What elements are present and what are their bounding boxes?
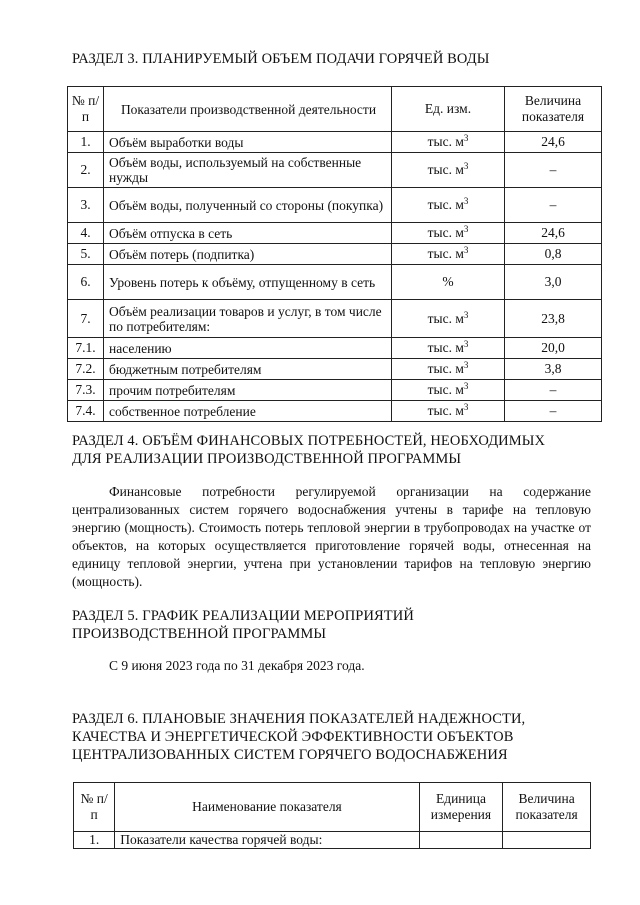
row-num: 7.1. xyxy=(68,338,104,359)
table-row xyxy=(68,380,602,401)
row-name: собственное потребление xyxy=(104,401,392,422)
section4-paragraph-text: Финансовые потребности регулируемой организации на содержание централизованных систем горячего водоснабжения учтены в тарифе на тепловую энергию (мощность). Стоимость потерь тепловой энергии в трубопроводах на участке от объектов, на которых осуществляется приготовление горячей воды, отнесенная на единицу тепловой энергии, учтена при установлении тарифов на тепловую энергию (мощность). xyxy=(72,484,591,589)
unit-sup: 3 xyxy=(463,360,469,370)
row-num: 7. xyxy=(68,300,104,338)
section3-title-text: РАЗДЕЛ 3. ПЛАНИРУЕМЫЙ ОБЪЕМ ПОДАЧИ ГОРЯЧЕЙ ВОДЫ xyxy=(72,51,490,67)
row-num: 7.2. xyxy=(68,359,104,380)
section5-title-line: ПРОИЗВОДСТВЕННОЙ ПРОГРАММЫ xyxy=(72,626,327,642)
row-value: – xyxy=(505,188,602,223)
section4-title xyxy=(72,432,592,468)
table-row xyxy=(68,153,602,188)
row-num: 4. xyxy=(68,223,104,244)
row-num: 1. xyxy=(68,132,104,153)
unit-text: тыс. м xyxy=(427,340,464,355)
unit-text: тыс. м xyxy=(427,134,464,149)
unit-text: тыс. м xyxy=(427,162,464,177)
unit-sup: 3 xyxy=(463,196,469,206)
row-num: 5. xyxy=(68,244,104,265)
section4-title-line: РАЗДЕЛ 4. ОБЪЁМ ФИНАНСОВЫХ ПОТРЕБНОСТЕЙ, НЕОБХОДИМЫХ xyxy=(72,433,546,449)
row-unit xyxy=(392,265,505,300)
unit-sup: 3 xyxy=(463,339,469,349)
row-value: 24,6 xyxy=(505,223,602,244)
unit-text: тыс. м xyxy=(427,361,464,376)
header-num: № п/п xyxy=(68,87,104,132)
row-unit xyxy=(392,300,505,338)
row-name: Объём реализации товаров и услуг, в том числе по потребителям: xyxy=(104,300,392,338)
section5-title xyxy=(72,607,592,643)
row-unit xyxy=(392,359,505,380)
section4-title-line: ДЛЯ РЕАЛИЗАЦИИ ПРОИЗВОДСТВЕННОЙ ПРОГРАММЫ xyxy=(72,451,462,467)
header-unit: Единица измерения xyxy=(419,783,503,832)
header-unit: Ед. изм. xyxy=(392,87,505,132)
row-value: 20,0 xyxy=(505,338,602,359)
table-row xyxy=(68,338,602,359)
row-value: 3,0 xyxy=(505,265,602,300)
unit-sup: 3 xyxy=(463,224,469,234)
unit-text: тыс. м xyxy=(427,310,464,326)
row-unit xyxy=(392,188,505,223)
section6-title xyxy=(72,710,592,764)
unit-sup: 3 xyxy=(463,309,469,320)
table-header-row xyxy=(74,783,591,832)
row-name: Объём воды, используемый на собственные нужды xyxy=(104,153,392,188)
unit-text: тыс. м xyxy=(427,225,464,240)
unit-text: % xyxy=(442,274,454,289)
table-header-row xyxy=(68,87,602,132)
table-row xyxy=(68,132,602,153)
table-row xyxy=(68,401,602,422)
header-value: Величина показателя xyxy=(503,783,591,832)
row-name: Уровень потерь к объёму, отпущенному в сеть xyxy=(104,265,392,300)
unit-sup: 3 xyxy=(463,133,469,143)
row-unit xyxy=(392,401,505,422)
unit-text: тыс. м xyxy=(427,197,464,212)
row-name: бюджетным потребителям xyxy=(104,359,392,380)
table-row xyxy=(74,832,591,849)
row-num: 1. xyxy=(74,832,115,849)
row-unit xyxy=(392,244,505,265)
row-unit xyxy=(419,832,503,849)
table-row xyxy=(68,188,602,223)
row-num: 7.4. xyxy=(68,401,104,422)
unit-sup: 3 xyxy=(463,381,469,391)
row-unit xyxy=(392,338,505,359)
row-name: прочим потребителям xyxy=(104,380,392,401)
row-name: Объём воды, полученный со стороны (покупка) xyxy=(104,188,392,223)
row-unit xyxy=(392,380,505,401)
unit-text: тыс. м xyxy=(427,403,464,418)
row-unit xyxy=(392,132,505,153)
section6-title-line: ЦЕНТРАЛИЗОВАННЫХ СИСТЕМ ГОРЯЧЕГО ВОДОСНАБЖЕНИЯ xyxy=(72,747,508,763)
header-value: Величина показателя xyxy=(505,87,602,132)
row-value: 3,8 xyxy=(505,359,602,380)
table-row xyxy=(68,359,602,380)
row-unit xyxy=(392,223,505,244)
unit-text: тыс. м xyxy=(427,246,464,261)
section6-title-line: РАЗДЕЛ 6. ПЛАНОВЫЕ ЗНАЧЕНИЯ ПОКАЗАТЕЛЕЙ НАДЕЖНОСТИ, xyxy=(72,711,526,727)
unit-text: тыс. м xyxy=(427,382,464,397)
row-value: – xyxy=(505,401,602,422)
row-name: Объём выработки воды xyxy=(104,132,392,153)
row-num: 7.3. xyxy=(68,380,104,401)
table-row xyxy=(68,300,602,338)
header-name: Показатели производственной деятельности xyxy=(104,87,392,132)
unit-sup: 3 xyxy=(463,402,469,412)
row-unit xyxy=(392,153,505,188)
row-value: – xyxy=(505,153,602,188)
section6-title-line: КАЧЕСТВА И ЭНЕРГЕТИЧЕСКОЙ ЭФФЕКТИВНОСТИ ОБЪЕКТОВ xyxy=(72,729,514,745)
row-num: 3. xyxy=(68,188,104,223)
row-name: населению xyxy=(104,338,392,359)
table-row xyxy=(68,244,602,265)
table-row xyxy=(68,265,602,300)
section3-table xyxy=(67,86,602,422)
row-value: – xyxy=(505,380,602,401)
section6-table xyxy=(73,782,591,849)
row-value: 23,8 xyxy=(505,300,602,338)
row-value: 24,6 xyxy=(505,132,602,153)
row-name: Объём отпуска в сеть xyxy=(104,223,392,244)
unit-sup: 3 xyxy=(463,245,469,255)
row-num: 2. xyxy=(68,153,104,188)
section5-schedule: С 9 июня 2023 года по 31 декабря 2023 года. xyxy=(109,658,365,673)
row-value: 0,8 xyxy=(505,244,602,265)
table-row xyxy=(68,223,602,244)
header-name: Наименование показателя xyxy=(115,783,419,832)
row-name: Показатели качества горячей воды: xyxy=(115,832,419,849)
row-name: Объём потерь (подпитка) xyxy=(104,244,392,265)
section5-title-line: РАЗДЕЛ 5. ГРАФИК РЕАЛИЗАЦИИ МЕРОПРИЯТИЙ xyxy=(72,608,414,624)
row-num: 6. xyxy=(68,265,104,300)
section3-title xyxy=(72,50,592,68)
section4-paragraph xyxy=(72,483,591,591)
unit-sup: 3 xyxy=(463,161,469,171)
row-value xyxy=(503,832,591,849)
header-num: № п/п xyxy=(74,783,115,832)
